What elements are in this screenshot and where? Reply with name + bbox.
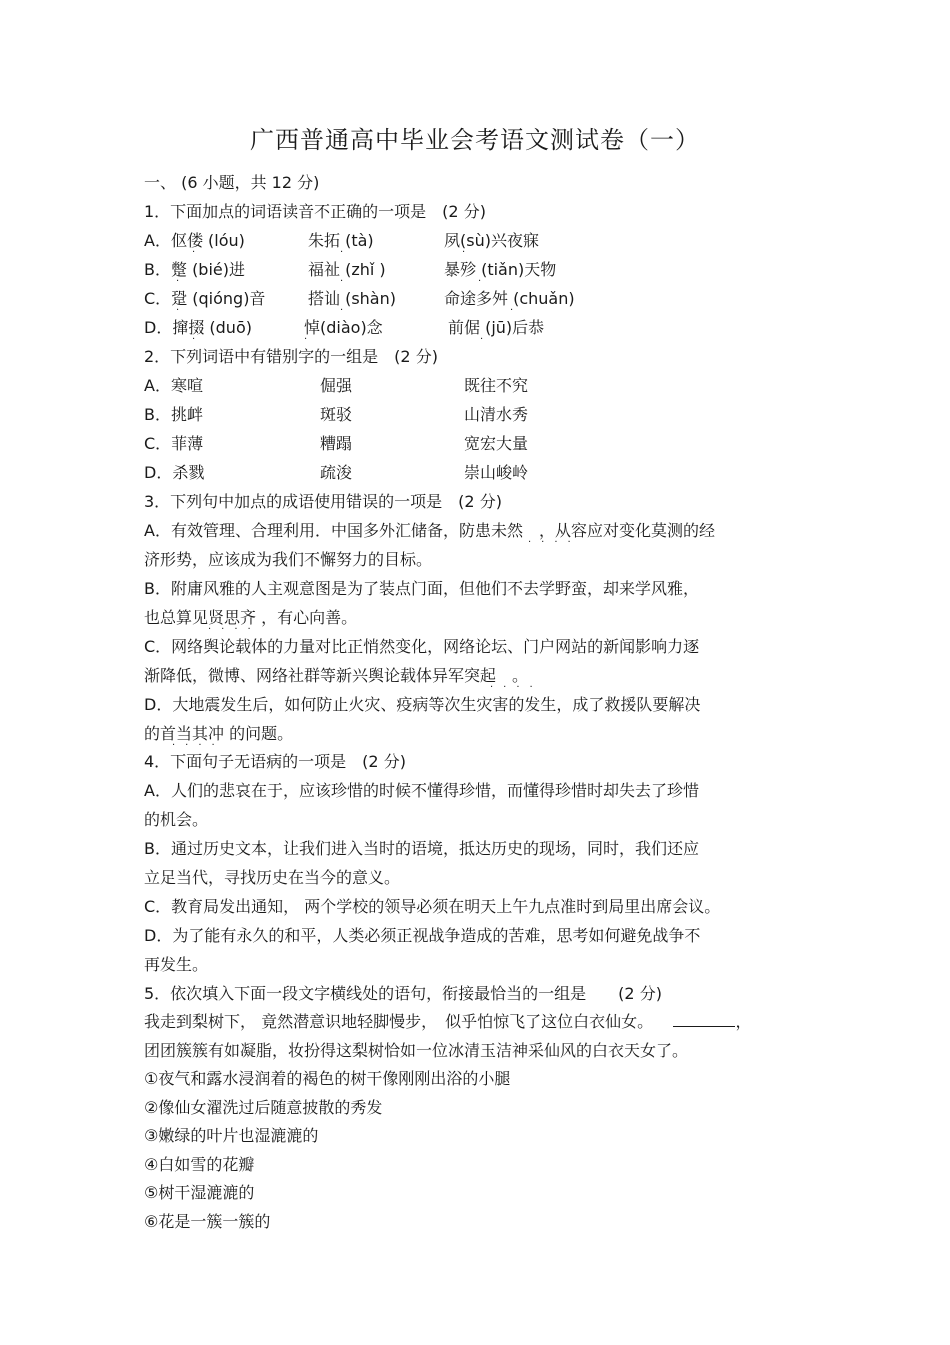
emphasis-dots: · — [192, 334, 206, 345]
q2-option-c-2: 糟蹋 — [320, 434, 353, 453]
q4-option-a-line1: A．人们的悲哀在于，应该珍惜的时候不懂得珍惜，而懂得珍惜时却失去了珍惜 — [144, 781, 699, 800]
emphasis-dots: · — [340, 305, 354, 316]
q1-option-c-1: C．跫 (qióng)音 — [144, 289, 266, 308]
section-heading: 一、 (6 小题，共 12 分) — [144, 173, 320, 192]
q1-option-c-3: 命途多舛 (chuǎn) — [444, 289, 575, 308]
q1-option-c-2: 搭讪 (shàn) — [308, 289, 396, 308]
q2-option-c-1: C．菲薄 — [144, 434, 204, 453]
q5-item-2: ②像仙女濯洗过后随意披散的秀发 — [144, 1098, 383, 1117]
q1-option-b-2: 福祉 (zhǐ ) — [308, 260, 386, 279]
question-1-stem: 1．下面加点的词语读音不正确的一项是 (2 分) — [144, 202, 486, 221]
q3-option-b-line2: 也总算见贤思齐 ，有心向善。 — [144, 608, 358, 627]
q2-option-d-3: 崇山峻岭 — [464, 463, 529, 482]
q4-option-b-line2: 立足当代，寻找历史在当今的意义。 — [144, 868, 401, 887]
q5-item-5: ⑤树干湿漉漉的 — [144, 1183, 255, 1202]
q2-option-a-2: 倔强 — [320, 376, 353, 395]
q4-option-b-line1: B．通过历史文本，让我们进入当时的语境，抵达历史的现场，同时，我们还应 — [144, 839, 699, 858]
fill-blank — [673, 1012, 735, 1027]
emphasis-dots: · — [462, 247, 476, 258]
emphasis-dots: · — [340, 276, 354, 287]
emphasis-dots: ···· — [490, 682, 543, 693]
q1-option-a-1: A．伛偻 (lóu) — [144, 231, 245, 250]
q2-option-c-3: 宽宏大量 — [464, 434, 529, 453]
q2-option-a-3: 既往不究 — [464, 376, 529, 395]
q5-passage-text: 我走到梨树下， 竟然潜意识地轻脚慢步， 似乎怕惊飞了这位白衣仙女。 — [144, 1012, 654, 1031]
q4-option-a-line2: 的机会。 — [144, 810, 209, 829]
q4-option-c-line1: C．教育局发出通知， 两个学校的领导必须在明天上午九点准时到局里出席会议。 — [144, 897, 721, 916]
q2-option-a-1: A．寒喧 — [144, 376, 203, 395]
q1-option-b-3: 暴殄 (tiǎn)天物 — [444, 260, 557, 279]
emphasis-dots: · — [510, 305, 524, 316]
question-3-stem: 3．下列句中加点的成语使用错误的一项是 (2 分) — [144, 492, 502, 511]
q1-option-b-1: B．蹩 (bié)进 — [144, 260, 245, 279]
emphasis-dots: ···· — [208, 624, 261, 635]
emphasis-dots: · — [192, 247, 206, 258]
emphasis-dots: · — [340, 247, 354, 258]
q1-option-a-2: 朱拓 (tà) — [308, 231, 374, 250]
q4-option-d-line2: 再发生。 — [144, 955, 209, 974]
q2-option-b-2: 斑驳 — [320, 405, 353, 424]
q5-passage-line2: 团团簇簇有如凝脂，妆扮得这梨树恰如一位冰清玉洁神采仙风的白衣天女了。 — [144, 1041, 689, 1060]
q3-option-b-line1: B．附庸风雅的人主观意图是为了装点门面，但他们不去学野蛮，却来学风雅， — [144, 579, 699, 598]
q5-passage-line1 — [144, 1012, 751, 1032]
q5-item-1: ①夜气和露水浸润着的褐色的树干像刚刚出浴的小腿 — [144, 1069, 511, 1088]
emphasis-dots: · — [176, 276, 190, 287]
q5-item-3: ③嫩绿的叶片也湿漉漉的 — [144, 1126, 319, 1145]
emphasis-dots: ···· — [172, 740, 225, 751]
emphasis-dots: · — [176, 305, 190, 316]
q4-option-d-line1: D．为了能有永久的和平，人类必须正视战争造成的苦难，思考如何避免战争不 — [144, 926, 701, 945]
q3-option-c-line1: C．网络舆论载体的力量对比正悄然变化，网络论坛、门户网站的新闻影响力逐 — [144, 637, 700, 656]
q5-item-6: ⑥花是一簇一簇的 — [144, 1212, 271, 1231]
q5-passage-comma: ， — [735, 1012, 752, 1031]
q2-option-d-2: 疏浚 — [320, 463, 353, 482]
q2-option-d-1: D．杀戮 — [144, 463, 205, 482]
page-title: 广西普通高中毕业会考语文测试卷（一） — [250, 126, 700, 154]
q1-option-d-3: 前倨 (jū)后恭 — [448, 318, 545, 337]
q1-option-a-3: 夙(sù)兴夜寐 — [444, 231, 539, 250]
q2-option-b-1: B．挑衅 — [144, 405, 203, 424]
question-2-stem: 2．下列词语中有错别字的一组是 (2 分) — [144, 347, 438, 366]
q3-option-c-line2: 渐降低，微博、网络社群等新兴舆论载体异军突起 。 — [144, 666, 529, 685]
emphasis-dots: · — [304, 334, 318, 345]
q2-option-b-3: 山清水秀 — [464, 405, 529, 424]
question-5-stem: 5．依次填入下面一段文字横线处的语句，衔接最恰当的一组是 (2 分) — [144, 984, 662, 1003]
emphasis-dots: · — [480, 334, 494, 345]
q3-option-a-line2: 济形势，应该成为我们不懈努力的目标。 — [144, 550, 433, 569]
question-4-stem: 4．下面句子无语病的一项是 (2 分) — [144, 752, 406, 771]
q5-item-4: ④白如雪的花瓣 — [144, 1155, 255, 1174]
q1-option-d-2: 悼(diào)念 — [304, 318, 383, 337]
q3-option-d-line2: 的首当其冲 的问题。 — [144, 724, 294, 743]
q1-option-d-1: D．撺掇 (duō) — [144, 318, 252, 337]
emphasis-dots: ···· — [528, 537, 581, 548]
q3-option-d-line1: D．大地震发生后，如何防止火灾、疫病等次生灾害的发生，成了救援队要解决 — [144, 695, 701, 714]
q3-option-a-line1: A．有效管理、合理利用．中国多外汇储备，防患未然 ，从容应对变化莫测的经 — [144, 521, 715, 540]
emphasis-dots: · — [478, 276, 492, 287]
